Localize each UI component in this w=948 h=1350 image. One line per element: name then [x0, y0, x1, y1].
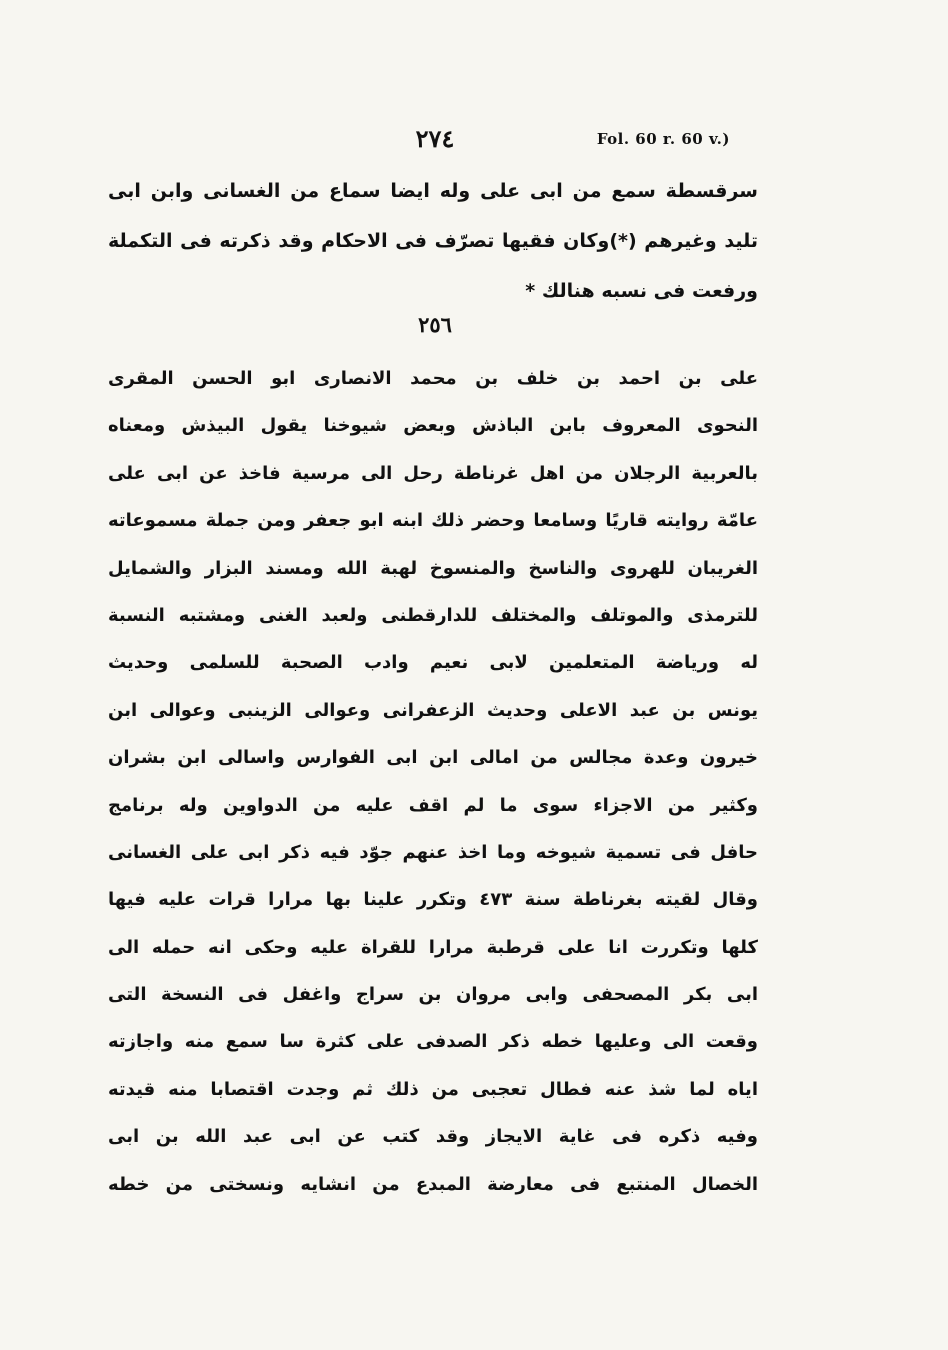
- text-line: حافل فى تسمية شيوخه وما اخذ عنهم جوّد فيه ذكر ابى على الغسانى: [108, 841, 758, 863]
- text-line: الغريبان للهروى والناسخ والمنسوخ لهبة الله ومسند البزار والشمايل: [108, 557, 758, 579]
- page-number: ٢٧٤: [415, 124, 455, 153]
- text-line: وكثير من الاجزاء سوى ما لم اقف عليه من الدواوين وله برنامج: [108, 794, 758, 816]
- text-line: تليد وغيرهم (*)وكان فقيها تصرّف فى الاحكام وقد ذكرته فى التكملة: [108, 230, 758, 252]
- text-line: له ورياضة المتعلمين لابى نعيم وادب الصحبة للسلمى وحديث: [108, 652, 758, 674]
- text-line: سرقسطة سمع من ابى على وله ايضا سماع من الغسانى وابن ابى: [108, 180, 758, 202]
- text-line: اياه لما شذ عنه فطال تعجبى من ذلك ثم وجدت اقتصابا منه قيدته: [108, 1078, 758, 1100]
- text-line: خيرون وعدة مجالس من امالى ابن ابى الفوارس واسالى ابن بشران: [108, 747, 758, 769]
- entry-body: [108, 355, 758, 1208]
- text-line: كلها وتكررت انا على قرطبة مرارا للقراة عليه وحكى انه حمله الى: [108, 936, 758, 958]
- text-line: ورفعت فى نسبه هنالك *: [525, 280, 758, 302]
- top-paragraph: [108, 166, 758, 316]
- text-line: يونس بن عبد الاعلى وحديث الزعفرانى وعوالى الزينبى وعوالى ابن: [108, 699, 758, 721]
- text-line: عامّة روايته قاريًا وسامعا وحضر ذلك ابنه ابو جعفر ومن جملة مسموعاته: [108, 510, 758, 532]
- text-line: النحوى المعروف بابن الباذش وبعض شيوخنا يقول البيذش ومعناه: [108, 415, 758, 437]
- entry-number: ٢٥٦: [418, 312, 452, 337]
- text-line: على بن احمد بن خلف بن محمد الانصارى ابو الحسن المقرى: [108, 368, 758, 389]
- text-line: وقال لقيته بغرناطة سنة ٤٧٣ وتكرر علينا بها مرارا قرات عليه فيها: [108, 889, 758, 911]
- text-line: بالعربية الرجلان من اهل غرناطة رحل الى مرسية فاخذ عن ابى على: [108, 462, 758, 484]
- text-line: وقعت الى وعليها خطه ذكر الصدفى على كثرة سا سمع منه واجازته: [108, 1031, 758, 1053]
- text-line: وفيه ذكره فى غاية الايجاز وقد كتب عن ابى عبد الله بن ابى: [108, 1126, 758, 1148]
- text-line: ابى بكر المصحفى وابى مروان بن سراج واغفل فى النسخة التى: [108, 984, 758, 1006]
- text-line: للترمذى والموتلف والمختلف للدارقطنى ولعبد الغنى ومشتبه النسبة: [108, 604, 758, 626]
- text-line: الخصال المنتبع فى معارضة المبدع من انشايه ونسختى من خطه: [108, 1173, 758, 1195]
- folio-reference: Fol. 60 r. 60 v.): [596, 130, 730, 148]
